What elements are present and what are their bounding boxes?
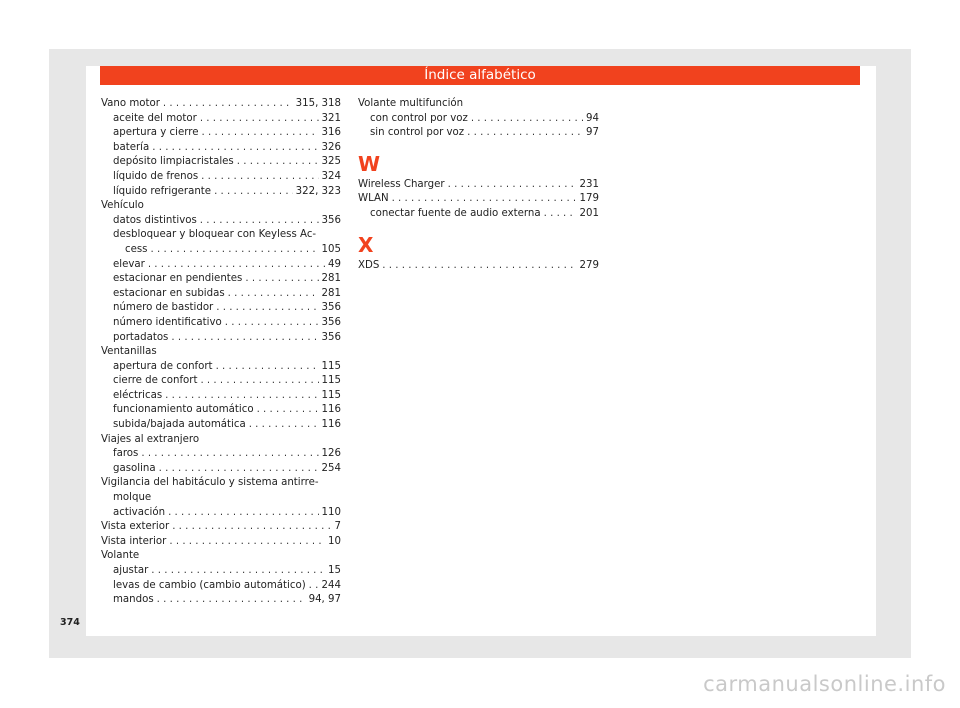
index-entry-page[interactable]: 116 — [321, 404, 341, 416]
index-letter-heading: W — [358, 151, 381, 176]
index-entry — [101, 447, 341, 462]
index-entry — [358, 126, 599, 141]
index-entry — [101, 228, 341, 243]
index-entry-page[interactable]: 49 — [328, 258, 341, 270]
index-entry — [101, 491, 341, 506]
index-entry-term: apertura y cierre — [113, 127, 199, 139]
index-entry-term: molque — [113, 492, 152, 504]
dot-leader — [165, 389, 318, 404]
dot-leader — [544, 207, 577, 222]
index-entry-term: número identificativo — [113, 316, 222, 328]
dot-leader — [151, 564, 325, 579]
index-entry-page[interactable]: 15 — [328, 565, 341, 576]
index-entry-term: Vigilancia del habitáculo y sistema antirre- — [101, 477, 319, 489]
index-entry-page[interactable]: 115 — [321, 360, 341, 372]
index-entry — [101, 389, 341, 404]
index-entry-page[interactable]: 281 — [321, 273, 341, 285]
index-entry-page[interactable]: 279 — [579, 259, 599, 271]
index-entry-page[interactable]: 105 — [321, 243, 341, 255]
index-entry — [358, 178, 599, 193]
index-entry — [101, 185, 341, 200]
index-entry-term: batería — [113, 141, 150, 153]
dot-leader — [382, 259, 576, 274]
index-entry — [101, 579, 341, 594]
index-entry-term: faros — [113, 448, 139, 460]
index-entry-page[interactable]: 244 — [321, 579, 341, 591]
index-entry-term: Vista interior — [101, 535, 167, 547]
index-entry-page[interactable]: 115 — [321, 389, 341, 401]
index-entry-term: Viajes al extranjero — [101, 433, 200, 445]
dot-leader — [172, 520, 331, 535]
dot-leader — [216, 301, 318, 316]
index-entry — [101, 403, 341, 418]
index-entry-page[interactable]: 325 — [321, 156, 341, 168]
index-entry — [101, 374, 341, 389]
index-entry-page[interactable]: 321 — [321, 112, 341, 124]
index-entry-term: levas de cambio (cambio automático) — [113, 579, 306, 591]
index-letter-heading: X — [358, 232, 374, 257]
dot-leader — [245, 272, 318, 287]
index-entry-term: cess — [125, 243, 148, 255]
index-entry-term: mandos — [113, 594, 154, 606]
index-entry-term: datos distintivos — [113, 214, 197, 226]
index-entry — [101, 520, 341, 535]
index-entry-term: Wireless Charger — [358, 178, 445, 190]
index-entry-term: activación — [113, 506, 166, 518]
index-entry-term: desbloquear y bloquear con Keyless Ac- — [113, 229, 317, 241]
index-entry-page[interactable]: 356 — [321, 214, 341, 226]
index-entry-page[interactable]: 97 — [586, 127, 599, 139]
index-entry-term: conectar fuente de audio externa — [370, 207, 541, 219]
index-entry-term: subida/bajada automática — [113, 419, 246, 431]
page-number: 374 — [60, 617, 80, 628]
dot-leader — [214, 185, 293, 200]
index-entry-term: ajustar — [113, 565, 149, 576]
index-entry — [101, 272, 341, 287]
dot-leader — [257, 403, 319, 418]
dot-leader — [200, 214, 319, 229]
index-entry — [101, 258, 341, 273]
index-entry-page[interactable]: 254 — [321, 462, 341, 474]
index-entry — [358, 192, 599, 207]
index-entry-term: líquido refrigerante — [113, 185, 212, 197]
index-entry — [101, 126, 341, 141]
index-entry-term: estacionar en pendientes — [113, 273, 243, 285]
dot-leader — [169, 535, 325, 550]
index-entry-page[interactable]: 115 — [321, 375, 341, 387]
dot-leader — [171, 331, 318, 346]
index-entry-term: depósito limpiacristales — [113, 156, 234, 168]
index-entry-term: Vehículo — [101, 200, 144, 212]
index-entry-term: portadatos — [113, 331, 169, 343]
index-entry-term: Vista exterior — [101, 521, 170, 533]
index-entry-term: cierre de confort — [113, 375, 198, 387]
index-entry — [101, 141, 341, 156]
index-entry-term: funcionamiento automático — [113, 404, 254, 416]
index-column-left — [101, 97, 341, 608]
index-entry — [101, 331, 341, 346]
index-entry — [101, 462, 341, 477]
dot-leader — [237, 155, 319, 170]
index-entry-page[interactable]: 10 — [328, 535, 341, 547]
index-entry-page[interactable]: 116 — [321, 419, 341, 431]
dot-leader — [148, 258, 325, 273]
index-entry-term: sin control por voz — [370, 127, 465, 139]
index-entry-term: XDS — [358, 259, 380, 271]
index-entry — [101, 97, 341, 112]
index-entry-term: aceite del motor — [113, 112, 197, 124]
index-entry — [101, 535, 341, 550]
dot-leader — [152, 141, 318, 156]
index-entry — [101, 476, 341, 491]
section-header: Índice alfabético — [100, 66, 860, 85]
index-entry — [101, 593, 341, 608]
index-entry — [101, 170, 341, 185]
dot-leader — [448, 178, 577, 193]
dot-leader — [225, 316, 319, 331]
index-entry-page[interactable]: 316 — [321, 127, 341, 139]
dot-leader — [392, 192, 577, 207]
index-entry-page[interactable]: 324 — [321, 170, 341, 182]
index-entry-term: gasolina — [113, 462, 156, 474]
index-entry — [101, 418, 341, 433]
dot-leader — [150, 243, 318, 258]
index-entry — [101, 287, 341, 302]
dot-leader — [228, 287, 319, 302]
dot-leader — [467, 126, 583, 141]
index-entry-term: Vano motor — [101, 98, 160, 109]
dot-leader — [163, 97, 293, 112]
index-entry-term: estacionar en subidas — [113, 287, 225, 299]
index-entry-page[interactable]: 356 — [321, 331, 341, 343]
index-entry-page[interactable]: 201 — [579, 207, 599, 219]
index-entry-term: Volante multifunción — [358, 98, 464, 109]
index-entry-page[interactable]: 110 — [321, 506, 341, 518]
dot-leader — [200, 112, 319, 127]
index-entry — [101, 564, 341, 579]
index-entry-page[interactable]: 231 — [579, 178, 599, 190]
index-entry — [101, 243, 341, 258]
index-entry — [101, 155, 341, 170]
dot-leader — [141, 447, 318, 462]
index-entry — [101, 433, 341, 448]
dot-leader — [201, 170, 318, 185]
index-entry-page[interactable]: 315, 318 — [295, 98, 341, 109]
index-entry-term: Volante — [101, 550, 140, 562]
index-entry — [101, 301, 341, 316]
index-entry-term: con control por voz — [370, 112, 468, 124]
index-column-right — [358, 97, 599, 273]
index-entry-page[interactable]: 356 — [321, 316, 341, 328]
index-entry — [101, 360, 341, 375]
index-entry — [101, 316, 341, 331]
index-entry-page[interactable]: 7 — [334, 521, 341, 533]
index-entry — [358, 207, 599, 222]
dot-leader — [309, 579, 319, 594]
index-entry — [101, 345, 341, 360]
dot-leader — [159, 462, 319, 477]
index-entry — [358, 259, 599, 274]
index-entry-term: WLAN — [358, 193, 389, 205]
index-entry-term: número de bastidor — [113, 302, 214, 314]
dot-leader — [249, 418, 319, 433]
index-entry-term: Ventanillas — [101, 346, 157, 358]
index-entry-term: apertura de confort — [113, 360, 213, 372]
index-entry-page[interactable]: 322, 323 — [295, 185, 341, 197]
index-entry — [101, 199, 341, 214]
dot-leader — [157, 593, 306, 608]
index-entry — [101, 214, 341, 229]
index-entry — [101, 549, 341, 564]
index-entry-page[interactable]: 326 — [321, 141, 341, 153]
dot-leader — [202, 126, 319, 141]
dot-leader — [471, 112, 583, 127]
index-entry-page[interactable]: 94, 97 — [308, 594, 341, 606]
index-entry-page[interactable]: 179 — [579, 193, 599, 205]
dot-leader — [216, 360, 319, 375]
index-entry — [358, 97, 599, 112]
index-entry-term: elevar — [113, 258, 145, 270]
dot-leader — [168, 506, 318, 521]
watermark[interactable]: carmanualsonline.info — [703, 672, 946, 696]
index-entry-page[interactable]: 356 — [321, 302, 341, 314]
index-entry-page[interactable]: 126 — [321, 448, 341, 460]
index-entry — [358, 112, 599, 127]
index-entry-page[interactable]: 94 — [586, 112, 599, 124]
index-entry — [101, 112, 341, 127]
index-entry — [101, 506, 341, 521]
index-entry-page[interactable]: 281 — [321, 287, 341, 299]
dot-leader — [200, 374, 318, 389]
index-entry-term: líquido de frenos — [113, 170, 199, 182]
index-entry-term: eléctricas — [113, 389, 163, 401]
